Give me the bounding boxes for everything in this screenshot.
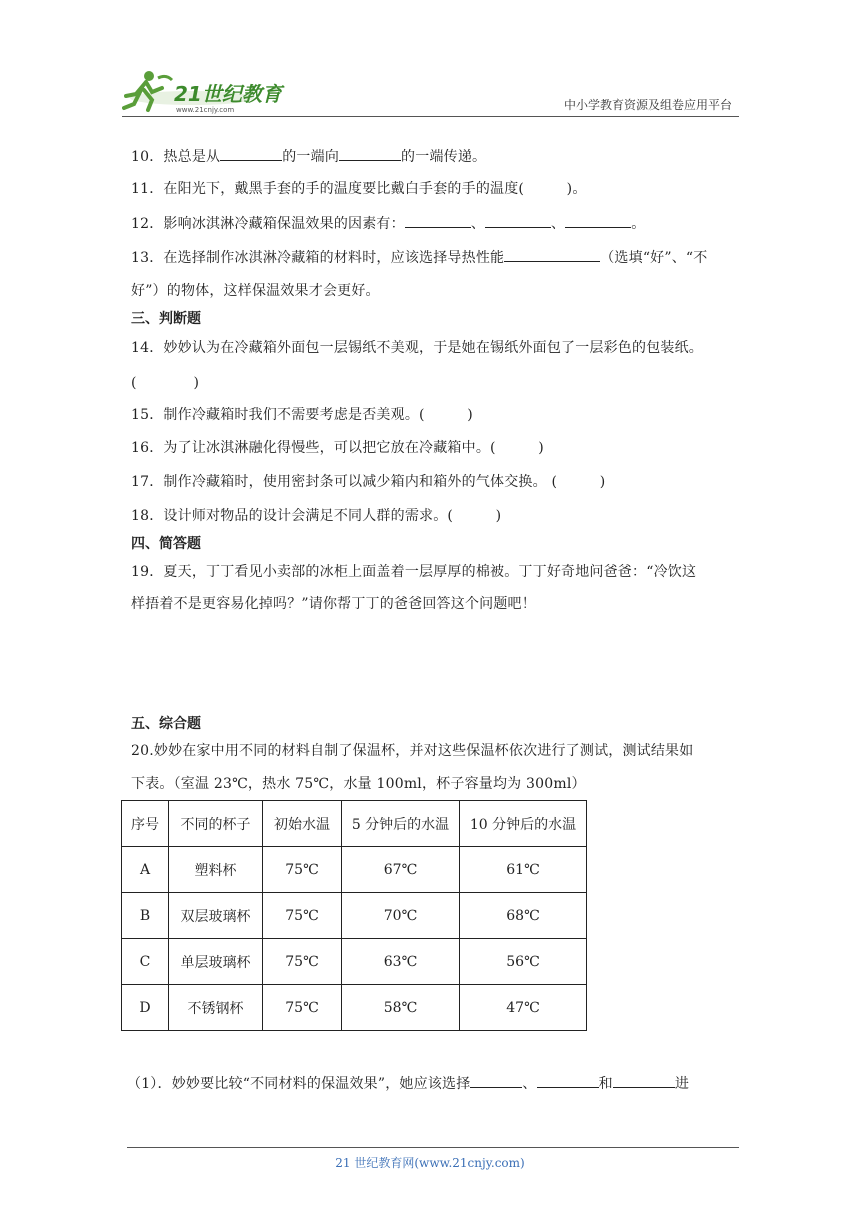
answer-blank[interactable] (339, 147, 401, 161)
table-cell: 塑料杯 (169, 847, 263, 893)
results-table (121, 800, 587, 1031)
question-13-line1: 13．在选择制作冰淇淋冷藏箱的材料时，应该选择导热性能 （选填“好”、“不 (131, 250, 708, 266)
table-header-row (122, 801, 587, 847)
table-cell: 58℃ (342, 985, 460, 1031)
answer-blank[interactable] (470, 1074, 522, 1088)
logo-url: www.21cnjy.com (176, 106, 235, 114)
question-17: 17．制作冷藏箱时，使用密封条可以减少箱内和箱外的气体交换。 ( ) (131, 474, 606, 490)
table-cell: 56℃ (460, 939, 587, 985)
table-cell: 75℃ (263, 847, 342, 893)
table-cell: B (122, 893, 169, 939)
answer-blank[interactable] (405, 214, 471, 228)
table-cell: 70℃ (342, 893, 460, 939)
question-20-line2: 下表。（室温 23℃，热水 75℃，水量 100ml，杯子容量均为 300ml） (131, 776, 586, 792)
logo-text: 21世纪教育 (174, 82, 282, 106)
answer-blank[interactable] (220, 147, 282, 161)
table-header: 序号 (122, 801, 169, 847)
table-cell: 不锈钢杯 (169, 985, 263, 1031)
footer-divider (127, 1147, 739, 1148)
table-cell: 75℃ (263, 893, 342, 939)
table-cell: 双层玻璃杯 (169, 893, 263, 939)
table-cell: 单层玻璃杯 (169, 939, 263, 985)
question-14: 14．妙妙认为在冷藏箱外面包一层锡纸不美观，于是她在锡纸外面包了一层彩色的包装纸。 (131, 340, 704, 356)
question-20-line1: 20.妙妙在家中用不同的材料自制了保温杯，并对这些保温杯依次进行了测试，测试结果如 (131, 743, 694, 759)
question-19-line2: 样捂着不是更容易化掉吗？”请你帮丁丁的爸爸回答这个问题吧！ (131, 596, 536, 612)
platform-name: 中小学教育资源及组卷应用平台 (563, 98, 732, 112)
table-header: 不同的杯子 (169, 801, 263, 847)
table-row (122, 893, 587, 939)
table-cell: 61℃ (460, 847, 587, 893)
table-row (122, 985, 587, 1031)
table-cell: D (122, 985, 169, 1031)
question-20-part1: （1）．妙妙要比较“不同材料的保温效果”，她应该选择 、 和 进 (127, 1076, 690, 1092)
question-19-line1: 19．夏天，丁丁看见小卖部的冰柜上面盖着一层厚厚的棉被。丁丁好奇地问爸爸：“冷饮这 (131, 564, 697, 580)
table-cell: 67℃ (342, 847, 460, 893)
answer-blank[interactable] (565, 214, 631, 228)
table-cell: 75℃ (263, 939, 342, 985)
question-11: 11．在阳光下，戴黑手套的手的温度要比戴白手套的手的温度( )。 (131, 181, 587, 197)
question-16: 16．为了让冰淇淋融化得慢些，可以把它放在冷藏箱中。( ) (131, 440, 544, 456)
site-logo (122, 68, 292, 114)
question-15: 15．制作冷藏箱时我们不需要考虑是否美观。( ) (131, 407, 473, 423)
question-18: 18．设计师对物品的设计会满足不同人群的需求。( ) (131, 508, 502, 524)
table-header: 5 分钟后的水温 (342, 801, 460, 847)
table-cell: 75℃ (263, 985, 342, 1031)
table-row (122, 939, 587, 985)
answer-blank[interactable] (537, 1074, 599, 1088)
table-row (122, 847, 587, 893)
table-cell: 68℃ (460, 893, 587, 939)
table-cell: 47℃ (460, 985, 587, 1031)
table-header: 初始水温 (263, 801, 342, 847)
answer-blank[interactable] (613, 1074, 675, 1088)
table-header: 10 分钟后的水温 (460, 801, 587, 847)
header-divider (122, 116, 739, 117)
section-heading-short-answer: 四、简答题 (131, 536, 201, 552)
section-heading-comprehensive: 五、综合题 (131, 716, 201, 732)
footer-text: 21 世纪教育网(www.21cnjy.com) (335, 1156, 525, 1170)
table-cell: C (122, 939, 169, 985)
answer-blank[interactable] (504, 248, 600, 262)
section-heading-judgement: 三、判断题 (131, 311, 201, 327)
question-13-line2: 好”）的物体，这样保温效果才会更好。 (131, 283, 380, 299)
question-12: 12．影响冰淇淋冷藏箱保温效果的因素有： 、 、 。 (131, 216, 646, 232)
question-14-answer[interactable]: ( ) (131, 375, 200, 391)
answer-blank[interactable] (485, 214, 551, 228)
question-10: 10．热总是从 的一端向 的一端传递。 (131, 149, 487, 165)
table-cell: A (122, 847, 169, 893)
table-cell: 63℃ (342, 939, 460, 985)
